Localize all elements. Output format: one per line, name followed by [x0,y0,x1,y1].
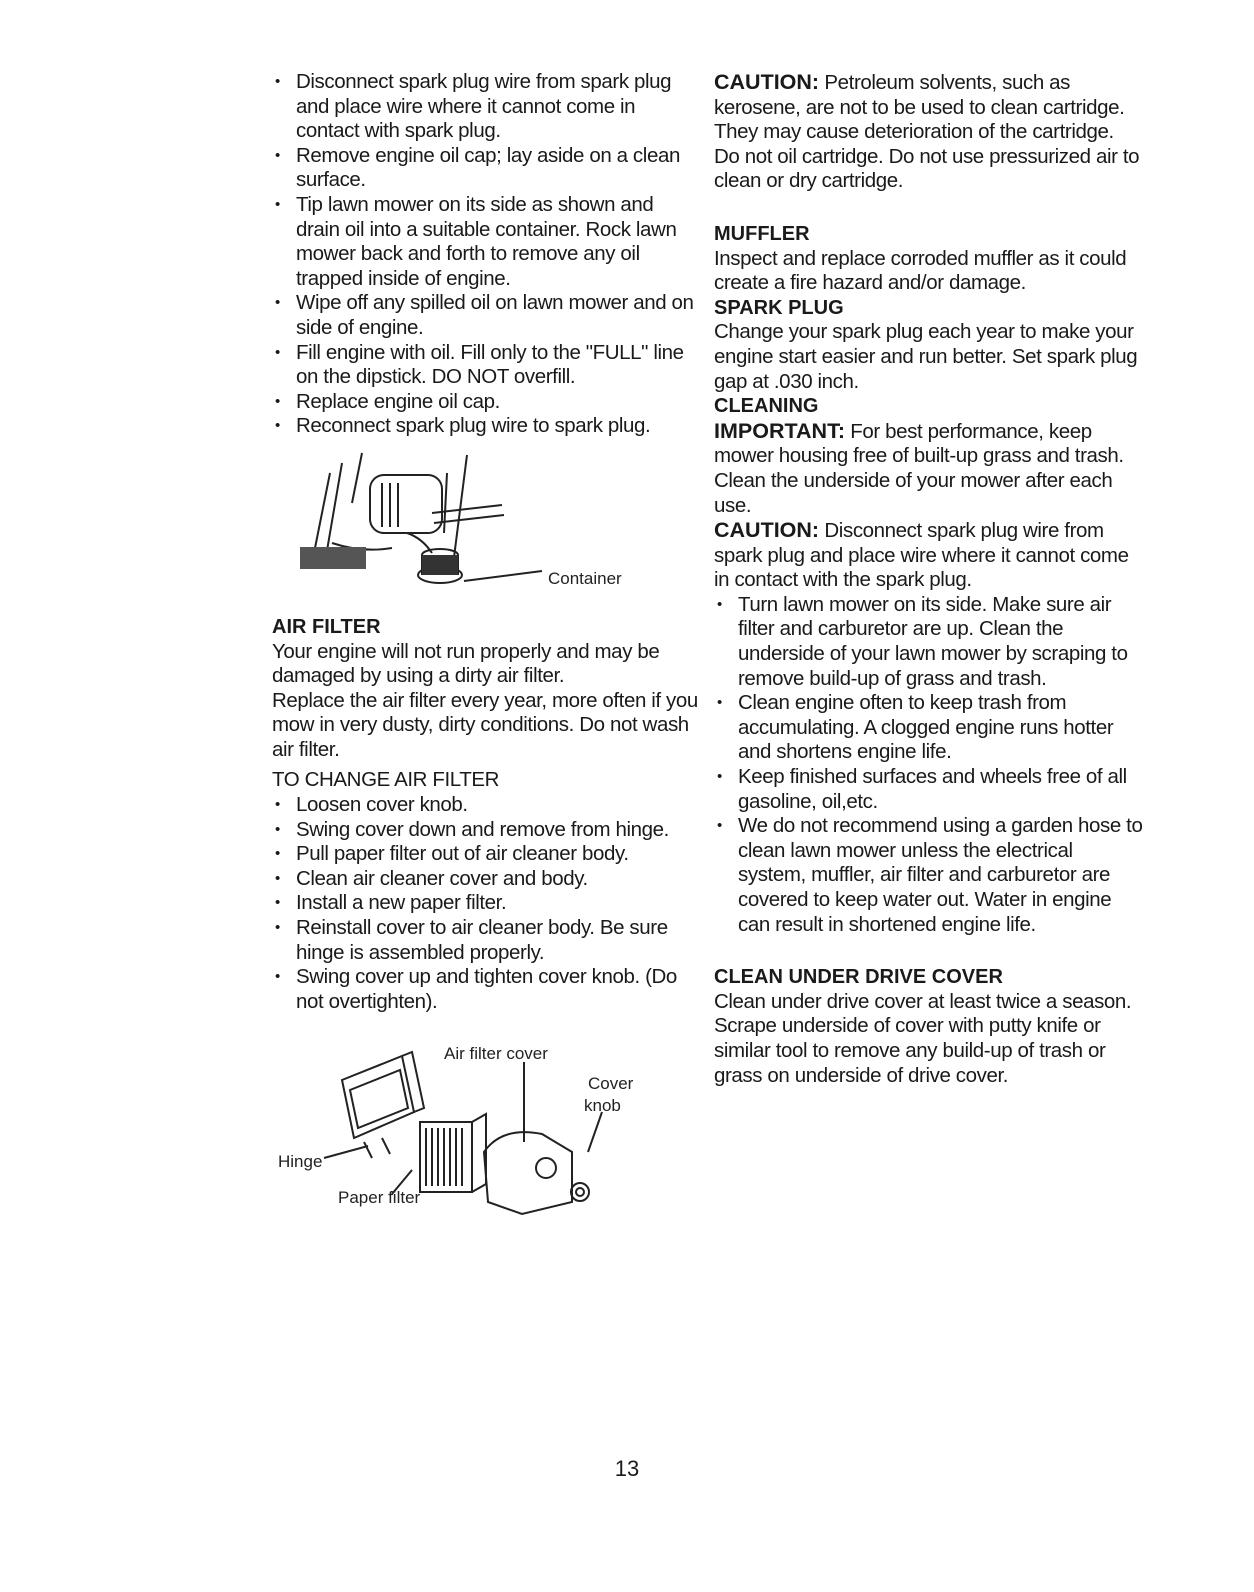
caution-text: Disconnect spark plug wire from spark plug and place wire where it cannot come in contact with the spark plug. [714,519,1129,592]
muffler-title: MUFFLER [714,222,810,245]
spark-wire-caution [714,518,1144,593]
mower-tipped-illustration [272,443,700,603]
change-air-filter-subtitle: TO CHANGE AIR FILTER [272,768,500,792]
air-filter-assembly-illustration [272,1042,700,1222]
list-item: • Loosen cover knob. [272,793,700,818]
list-item: • Keep finished surfaces and wheels free of all gasoline, oil,etc. [714,765,1144,814]
list-item: • Disconnect spark plug wire from spark plug and place wire where it cannot come in contact with spark plug. [272,70,700,144]
cleaning-steps [714,593,1144,937]
list-item: • Install a new paper filter. [272,891,700,916]
paper-filter-label: Paper filter [338,1188,421,1208]
important-text: For best performance, keep mower housing free of built-up grass and trash. Clean the underside of your mower after each use. [714,419,1124,517]
spark-plug-title: SPARK PLUG [714,296,844,319]
left-column [272,70,700,1222]
air-filter-cover-label: Air filter cover [444,1044,548,1064]
caution-label: CAUTION: [714,70,820,94]
right-column [714,70,1144,1088]
list-item: • Pull paper filter out of air cleaner body. [272,842,700,867]
list-item: • Reinstall cover to air cleaner body. Be sure hinge is assembled properly. [272,916,700,965]
air-filter-para-1: Your engine will not run properly and may be damaged by using a dirty air filter. [272,639,660,688]
air-filter-steps [272,793,700,1014]
important-note [714,419,1144,518]
drive-cover-title: CLEAN UNDER DRIVE COVER [714,966,1003,989]
list-item: • We do not recommend using a garden hose to clean lawn mower unless the electrical system, muffler, air filter and carburetor are covered to keep water out. Water in engine can result in shortened engine life. [714,814,1144,937]
list-item: • Swing cover down and remove from hinge. [272,818,700,843]
caution-text: Petroleum solvents, such as kerosene, are not to be used to clean cartridge. They may cause deterioration of the cartridge. Do not oil cartridge. Do not use pressurized air to clean or dry cartridge. [714,71,1140,193]
drive-cover-text: Clean under drive cover at least twice a season. Scrape underside of cover with putty knife or similar tool to remove any build-up of trash or grass on underside of drive cover. [714,989,1132,1087]
cleaning-title: CLEANING [714,395,819,418]
list-item: • Replace engine oil cap. [272,390,700,415]
container-label: Container [548,568,622,588]
oil-change-steps [272,70,700,439]
cover-label: Cover [588,1074,634,1094]
list-item: • Fill engine with oil. Fill only to the "FULL" line on the dipstick. DO NOT overfill. [272,341,700,390]
list-item: • Reconnect spark plug wire to spark plug. [272,414,700,439]
oil-drain-figure [272,443,700,603]
muffler-text: Inspect and replace corroded muffler as it could create a fire hazard and/or damage. [714,246,1127,295]
page-number: 13 [614,1456,640,1481]
spark-plug-text: Change your spark plug each year to make your engine start easier and run better. Set spark plug gap at .030 inch. [714,320,1138,393]
knob-label: knob [584,1096,621,1116]
solvent-caution [714,70,1144,194]
list-item: • Remove engine oil cap; lay aside on a clean surface. [272,144,700,193]
list-item: • Clean air cleaner cover and body. [272,867,700,892]
list-item: • Tip lawn mower on its side as shown and drain oil into a suitable container. Rock lawn mower back and forth to remove any oil trapped inside of engine. [272,193,700,291]
list-item: • Turn lawn mower on its side. Make sure air filter and carburetor are up. Clean the underside of your lawn mower by scraping to remove build-up of grass and trash. [714,593,1144,691]
air-filter-figure [272,1042,700,1222]
air-filter-title: AIR FILTER [272,615,381,638]
list-item: • Wipe off any spilled oil on lawn mower and on side of engine. [272,291,700,340]
hinge-label: Hinge [278,1152,323,1172]
list-item: • Clean engine often to keep trash from accumulating. A clogged engine runs hotter and shortens engine life. [714,691,1144,765]
list-item: • Swing cover up and tighten cover knob. (Do not overtighten). [272,965,700,1014]
caution-label: CAUTION: [714,518,820,543]
air-filter-para-2: Replace the air filter every year, more often if you mow in very dusty, dirty conditions. Do not wash air filter. [272,688,698,761]
important-label: IMPORTANT: [714,418,845,443]
